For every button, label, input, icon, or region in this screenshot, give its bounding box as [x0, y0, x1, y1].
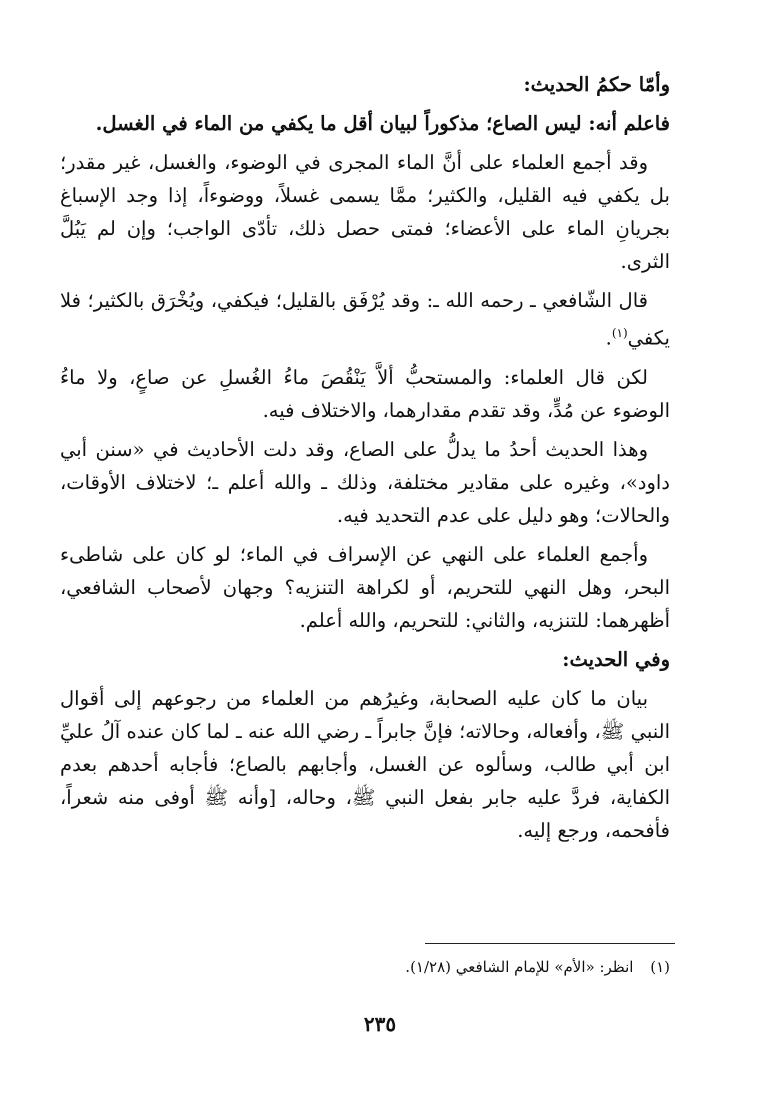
- shafii-quote: قال الشّافعي ـ رحمه الله ـ: وقد يُرْفَق بالقليل؛ فيكفي، ويُخْرَق بالكثير؛ فلا يكفي: [60, 289, 670, 350]
- paragraph-consensus: وقد أجمع العلماء على أنَّ الماء المجرى في الوضوء، والغسل، غير مقدر؛ بل يكفي فيه القليل، والكثير؛ ممَّا يسمى غسلاً، ووضوءاً، إذا وجد الإسباغ بجريانِ الماء على الأعضاء؛ فمتى حصل ذلك، تأدّى الواجب؛ وإن لم يَبُلَّ الثرى.: [60, 151, 670, 273]
- paragraph-hadith: وهذا الحديث أحدُ ما يدلُّ على الصاع، وقد دلت الأحاديث في «سنن أبي داود»، وغيره على مقادير مختلفة، وذلك ـ والله أعلم ـ؛ لاختلاف الأوقات، والحالات؛ وهو دليل على عدم التحديد فيه.: [60, 437, 670, 527]
- page-number: ٢٣٥: [363, 1012, 397, 1036]
- paragraph-scholars: لكن قال العلماء: والمستحبُّ ألاَّ يَنْقُصَ ماءُ الغُسلِ عن صاعٍ، ولا ماءُ الوضوء عن مُدٍّ، وقد تقدم مقدارهما، والاختلاف فيه.: [60, 365, 670, 422]
- footnote-reference: (١): [611, 326, 628, 340]
- main-text: [60, 68, 670, 853]
- footnote: [300, 955, 670, 979]
- footnote-number: (١): [650, 958, 670, 976]
- footnote-text: انظر: «الأم» للإمام الشافعي (١/٢٨).: [405, 958, 634, 976]
- footnote-separator: [425, 943, 675, 944]
- paragraph-israf: وأجمع العلماء على النهي عن الإسراف في الماء؛ لو كان على شاطىء البحر، وهل النهي للتحريم، أو لكراهة التنزيه؟ وجهان لأصحاب الشافعي، أظهرهما: للتنزيه، والثاني: للتحريم، والله أعلم.: [60, 542, 670, 632]
- section-heading-benefits: وفي الحديث:: [562, 647, 670, 671]
- section-heading-ruling: وأمّا حكمُ الحديث:: [523, 73, 670, 96]
- paragraph-ruling: فاعلم أنه: ليس الصاع؛ مذكوراً لبيان أقل ما يكفي من الماء في الغسل.: [95, 112, 670, 135]
- paragraph-shafii: قال الشّافعي ـ رحمه الله ـ: وقد يُرْفَق بالقليل؛ فيكفي، ويُخْرَق بالكثير؛ فلا يكفي$^{(١)}$.: [60, 289, 670, 350]
- paragraph-benefits: بيان ما كان عليه الصحابة، وغيرُهم من العلماء من رجوعهم إلى أقوال النبي ﷺ، وأفعاله، وحالاته؛ فإنَّ جابراً ـ رضي الله عنه ـ لما كان عنده آلُ عليِّ ابن أبي طالب، وسألوه عن الغسل، وأجابهم بالصاع؛ فأجابه أحدهم بعدم الكفاية، فردَّ عليه جابر بفعل النبي ﷺ، وحاله، [وأنه ﷺ أوفى منه شعراً، فأفحمه، ورجع إليه.: [60, 686, 670, 842]
